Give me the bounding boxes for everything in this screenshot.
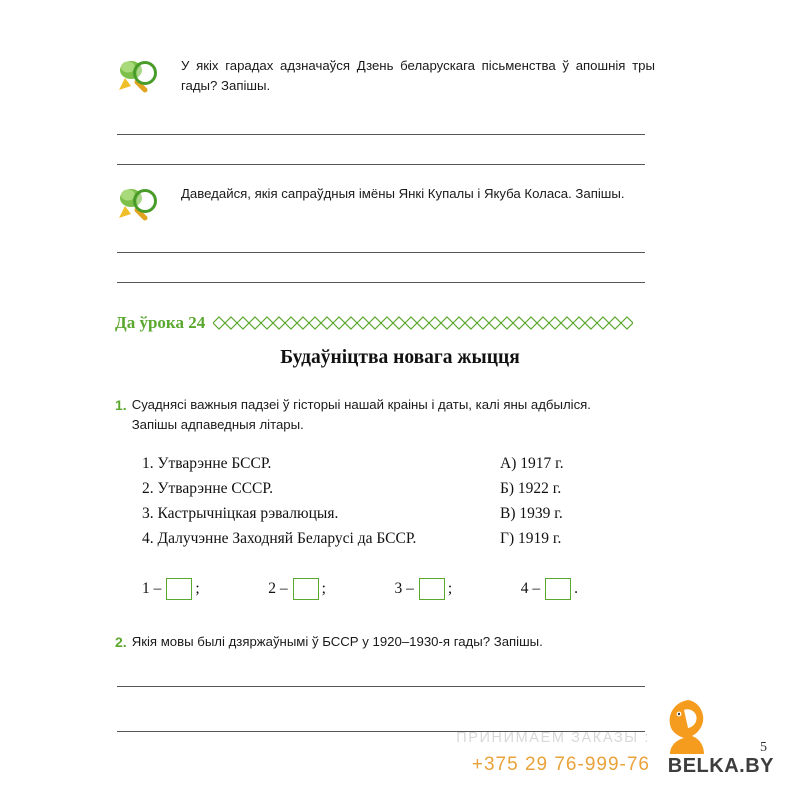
answer-box-input[interactable]: [419, 578, 445, 600]
answer-punctuation: ;: [321, 580, 326, 597]
answer-box-input[interactable]: [166, 578, 192, 600]
task-text: Даведайся, якія сапраўдныя імёны Янкі Купалы і Якуба Коласа. Запішы.: [181, 186, 625, 201]
answer-punctuation: ;: [447, 580, 453, 597]
exercise-text-line1: Суаднясі важныя падзеі ў гісторыі нашай краіны і даты, калі яны адбыліся.: [131, 397, 591, 412]
section-header: [115, 313, 650, 333]
watermark-phone: +375 29 76-999-76: [471, 754, 650, 775]
page-number: 5: [760, 740, 767, 755]
exercise-number: 2.: [115, 634, 127, 650]
answer-item: [395, 578, 521, 600]
magnifier-icon: [115, 184, 163, 228]
match-right-item: Г) 1919 г.: [500, 530, 562, 547]
task-text: У якіх гарадах адзначаўся Дзень беларускага пісьменства ў апошнія тры гады? Запішы.: [181, 58, 655, 94]
exercise-number: 1.: [115, 397, 127, 413]
answer-box-input[interactable]: [545, 578, 571, 600]
exercise-text-line1: Якія мовы былі дзяржаўнымі ў БССР у 1920–1930-я гады? Запішы.: [131, 634, 543, 649]
answer-punctuation: ;: [195, 580, 200, 597]
watermark-brand: BELKA.BY: [667, 755, 774, 777]
task-block-2: [115, 184, 655, 204]
answer-line[interactable]: [117, 282, 645, 283]
match-row: [142, 455, 642, 473]
answer-label: 3 –: [394, 580, 414, 597]
diamond-divider: [213, 316, 650, 330]
exercise-text: [115, 395, 655, 435]
answer-line[interactable]: [117, 686, 645, 687]
exercise-1: [115, 395, 655, 435]
answer-item: [142, 578, 268, 600]
answer-punctuation: .: [574, 580, 578, 597]
match-row: [142, 480, 642, 498]
answer-item: [268, 578, 394, 600]
match-left-item: 4. Далучэнне Заходняй Беларусі да БССР.: [142, 530, 417, 547]
task-block-1: [115, 56, 655, 97]
answer-label: 4 –: [520, 580, 541, 597]
answer-line[interactable]: [117, 164, 645, 165]
match-left-item: 2. Утварэнне СССР.: [142, 480, 273, 497]
answer-line[interactable]: [117, 134, 645, 135]
answer-label: 1 –: [142, 580, 162, 597]
match-right-item: Б) 1922 г.: [500, 480, 562, 497]
match-left-item: 1. Утварэнне БССР.: [142, 455, 272, 472]
match-right-item: А) 1917 г.: [500, 455, 564, 472]
section-label: Да ўрока 24: [115, 313, 206, 332]
exercise-text-line2: Запішы адпаведныя літары.: [131, 416, 304, 432]
exercise-text: [115, 632, 655, 652]
exercise-2: [115, 632, 655, 653]
match-list: [142, 455, 642, 555]
answer-label: 2 –: [268, 580, 288, 597]
answer-item: [521, 578, 647, 600]
lesson-title: Будаўніцтва новага жыцця: [280, 347, 520, 368]
answer-line[interactable]: [117, 252, 645, 253]
watermark-text: ПРИНИМАЕМ ЗАКАЗЫ :: [456, 730, 650, 746]
match-row: [142, 530, 642, 548]
match-left-item: 3. Кастрычніцкая рэвалюцыя.: [142, 505, 339, 522]
squirrel-logo-icon: [654, 696, 716, 758]
match-row: [142, 505, 642, 523]
match-right-item: В) 1939 г.: [500, 505, 563, 522]
magnifier-icon: [115, 56, 163, 100]
answer-boxes-row: [142, 578, 647, 600]
answer-box-input[interactable]: [293, 578, 319, 600]
